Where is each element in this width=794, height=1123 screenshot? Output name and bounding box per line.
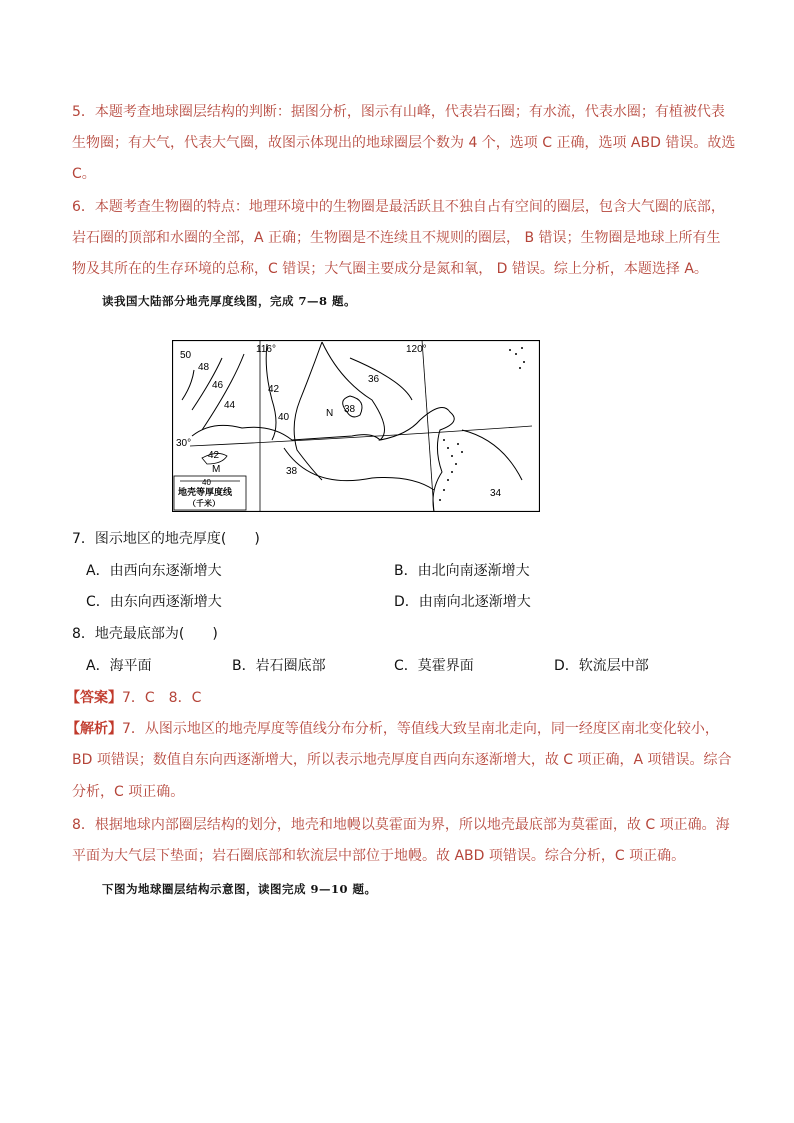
label-34: 34 <box>490 488 502 499</box>
label-116: 116° <box>256 344 276 355</box>
analysis-line-1 <box>66 719 719 739</box>
q8-option-d: D．软流层中部 <box>554 658 649 674</box>
q5-analysis-line-2: 生物圈；有大气，代表大气圈，故图示体现出的地球圈层个数为 4 个，选项 C 正确，选项 ABD 错误。故选 <box>72 135 736 151</box>
answer-line <box>66 688 201 708</box>
label-36: 36 <box>368 374 380 385</box>
q5-analysis-line-3: C。 <box>72 166 96 182</box>
q6-analysis-line-1: 6．本题考查生物圈的特点：地理环境中的生物圈是最活跃且不独自占有空间的圈层，包含大气圈的底部， <box>72 199 725 215</box>
label-40: 40 <box>278 412 290 423</box>
label-30: 30° <box>176 438 192 449</box>
analysis-text-1: 7．从图示地区的地壳厚度等值线分布分析，等值线大致呈南北走向，同一经度区南北变化较小， <box>122 721 719 737</box>
label-42-sw: 42 <box>208 450 220 461</box>
intro-7-8: 读我国大陆部分地壳厚度线图，完成 7—8 题。 <box>102 294 357 308</box>
analysis-tag: 【解析】 <box>66 721 122 737</box>
q6-analysis-line-2: 岩石圈的顶部和水圈的全部，A 正确；生物圈是不连续且不规则的圈层， B 错误；生物圈是地球上所有生 <box>72 230 721 246</box>
label-m: M <box>212 464 221 475</box>
analysis-line-3: 分析，C 项正确。 <box>72 784 185 800</box>
q7-option-b: B．由北向南逐渐增大 <box>394 563 530 579</box>
q8-stem: 8．地壳最底部为( ) <box>72 626 218 642</box>
label-50: 50 <box>180 350 192 361</box>
label-48: 48 <box>198 362 210 373</box>
q8-option-b: B．岩石圈底部 <box>232 658 326 674</box>
label-38-closed: 38 <box>344 404 356 415</box>
label-44: 44 <box>224 400 236 411</box>
q6-analysis-line-3: 物及其所在的生存环境的总称，C 错误；大气圈主要成分是氮和氧， D 错误。综上分析，本题选择 A。 <box>72 261 708 277</box>
q7-option-c: C．由东向西逐渐增大 <box>86 594 222 610</box>
label-n: N <box>326 408 334 419</box>
q7-option-d: D．由南向北逐渐增大 <box>394 594 531 610</box>
q8-option-c: C．莫霍界面 <box>394 658 474 674</box>
answer-tag: 【答案】 <box>66 690 122 706</box>
analysis-line-2: BD 项错误；数值自东向西逐渐增大，所以表示地壳厚度自西向东逐渐增大，故 C 项正确，A 项错误。综合 <box>72 752 732 768</box>
q7-option-a: A．由西向东逐渐增大 <box>86 563 222 579</box>
q5-analysis-line-1: 5．本题考查地球圈层结构的判断：据图分析，图示有山峰，代表岩石圈；有水流，代表水圈；有植被代表 <box>72 104 725 120</box>
answer-text: 7．C 8．C <box>122 690 202 706</box>
label-38-s: 38 <box>286 466 298 477</box>
legend-title: 地壳等厚度线 <box>178 487 233 497</box>
intro-9-10: 下图为地球圈层结构示意图，读图完成 9—10 题。 <box>102 882 377 896</box>
label-46: 46 <box>212 380 224 391</box>
label-120: 120° <box>406 344 427 355</box>
crust-thickness-map <box>172 340 540 512</box>
q7-stem: 7．图示地区的地壳厚度( ) <box>72 531 260 547</box>
analysis-line-5: 平面为大气层下垫面；岩石圈底部和软流层中部位于地幔。故 ABD 项错误。综合分析，C 项正确。 <box>72 848 686 864</box>
label-42: 42 <box>268 384 280 395</box>
q8-option-a: A．海平面 <box>86 658 152 674</box>
analysis-line-4: 8．根据地球内部圈层结构的划分，地壳和地幔以莫霍面为界，所以地壳最底部为莫霍面，故 C 项正确。海 <box>72 817 730 833</box>
legend-unit: （千米） <box>188 499 220 508</box>
legend-value: 40 <box>202 478 211 487</box>
